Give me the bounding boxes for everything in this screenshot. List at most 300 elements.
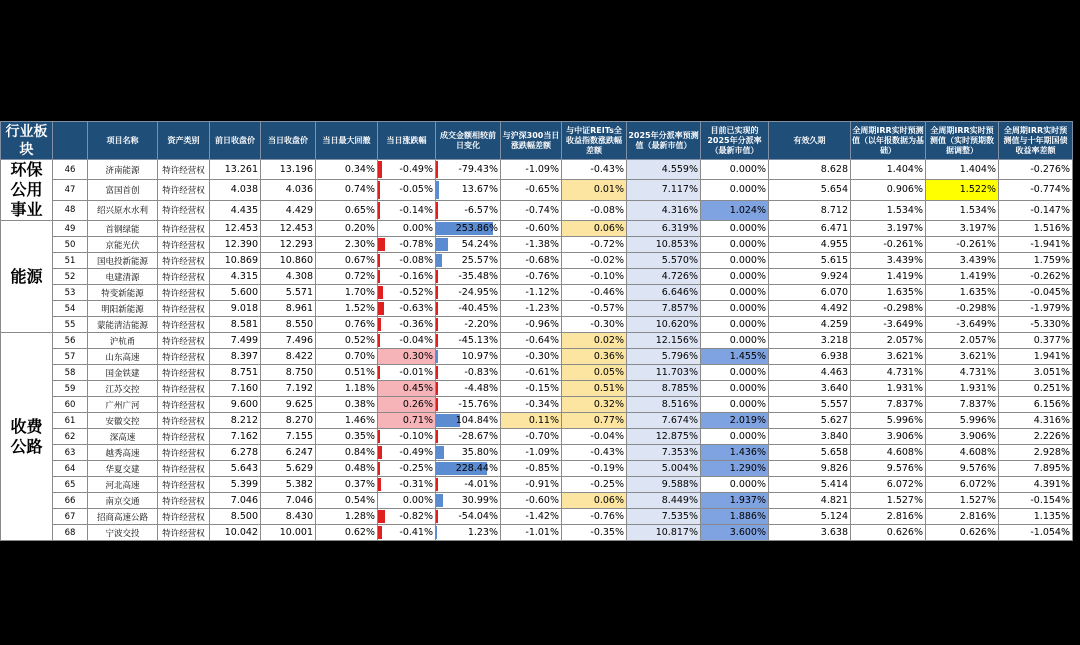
change-bar [378, 161, 382, 178]
volume-bar [436, 494, 443, 507]
asset-type: 特许经营权 [158, 200, 210, 220]
row-index: 57 [53, 349, 88, 365]
vs-reits-index: -0.35% [562, 525, 627, 541]
row-index: 48 [53, 200, 88, 220]
volume-bar [436, 254, 442, 267]
max-drawdown: 0.38% [316, 397, 378, 413]
row-index: 56 [53, 333, 88, 349]
max-drawdown: 2.30% [316, 237, 378, 253]
volume-bar [436, 238, 448, 251]
dist-realized: 0.000% [701, 333, 769, 349]
prev-close: 5.399 [210, 477, 261, 493]
table-row [1, 365, 1073, 381]
dist-forecast: 8.516% [627, 397, 701, 413]
asset-type: 特许经营权 [158, 317, 210, 333]
daily-change [378, 269, 436, 285]
irr-annual: 3.197% [851, 221, 926, 237]
volume-change [436, 180, 501, 200]
volume-change [436, 477, 501, 493]
cell-value: -2.20% [464, 319, 498, 330]
dist-realized: 0.000% [701, 365, 769, 381]
volume-change [436, 160, 501, 180]
irr-spread: 2.226% [999, 429, 1073, 445]
header-irr-adjusted: 全周期IRR实时预测值（实时预期数据调整） [926, 122, 999, 160]
row-index: 64 [53, 461, 88, 477]
close: 8.270 [261, 413, 316, 429]
project-name: 南京交通 [88, 493, 158, 509]
dist-forecast: 9.588% [627, 477, 701, 493]
daily-change [378, 237, 436, 253]
prev-close: 8.581 [210, 317, 261, 333]
dist-forecast: 5.796% [627, 349, 701, 365]
irr-spread: 1.516% [999, 221, 1073, 237]
volume-bar [436, 478, 438, 491]
daily-change [378, 397, 436, 413]
cell-value: -15.76% [458, 399, 498, 410]
duration: 3.218 [769, 333, 851, 349]
dist-realized: 1.886% [701, 509, 769, 525]
irr-annual: 9.576% [851, 461, 926, 477]
irr-annual: 2.057% [851, 333, 926, 349]
prev-close: 8.751 [210, 365, 261, 381]
asset-type: 特许经营权 [158, 493, 210, 509]
close: 4.308 [261, 269, 316, 285]
vs-hs300: -0.34% [501, 397, 562, 413]
table-row [1, 269, 1073, 285]
prev-close: 9.600 [210, 397, 261, 413]
daily-change [378, 333, 436, 349]
close: 8.550 [261, 317, 316, 333]
volume-bar [436, 318, 438, 331]
volume-change [436, 381, 501, 397]
asset-type: 特许经营权 [158, 237, 210, 253]
project-name: 河北高速 [88, 477, 158, 493]
daily-change [378, 525, 436, 541]
project-name: 招商高速公路 [88, 509, 158, 525]
row-index: 54 [53, 301, 88, 317]
irr-spread: -0.045% [999, 285, 1073, 301]
irr-annual: -0.261% [851, 237, 926, 253]
change-bar [378, 270, 380, 283]
vs-reits-index: 0.01% [562, 180, 627, 200]
daily-change [378, 461, 436, 477]
project-name: 深高速 [88, 429, 158, 445]
asset-type: 特许经营权 [158, 160, 210, 180]
cell-value: -79.43% [458, 164, 498, 176]
table-row [1, 413, 1073, 429]
asset-type: 特许经营权 [158, 269, 210, 285]
change-bar [378, 478, 381, 491]
duration: 6.938 [769, 349, 851, 365]
prev-close: 7.046 [210, 493, 261, 509]
irr-annual: 0.626% [851, 525, 926, 541]
close: 4.036 [261, 180, 316, 200]
vs-reits-index: -0.72% [562, 237, 627, 253]
max-drawdown: 1.52% [316, 301, 378, 317]
cell-value: -45.13% [458, 335, 498, 346]
dist-forecast: 7.535% [627, 509, 701, 525]
max-drawdown: 0.20% [316, 221, 378, 237]
cell-value: 1.23% [467, 527, 498, 538]
header-irr-spread: 全周期IRR实时预测值与十年期国债收益率差额 [999, 122, 1073, 160]
volume-bar [436, 270, 438, 283]
irr-spread: 0.377% [999, 333, 1073, 349]
max-drawdown: 0.65% [316, 200, 378, 220]
irr-spread: -5.330% [999, 317, 1073, 333]
change-bar [378, 334, 380, 347]
prev-close: 6.278 [210, 445, 261, 461]
cell-value: -4.48% [464, 383, 498, 394]
irr-adjusted: 0.626% [926, 525, 999, 541]
vs-reits-index: -0.02% [562, 253, 627, 269]
volume-bar [436, 350, 438, 363]
vs-reits-index: -0.19% [562, 461, 627, 477]
cell-value: -0.10% [399, 431, 433, 442]
daily-change [378, 365, 436, 381]
asset-type: 特许经营权 [158, 397, 210, 413]
prev-close: 4.435 [210, 200, 261, 220]
close: 6.247 [261, 445, 316, 461]
irr-adjusted: 1.419% [926, 269, 999, 285]
project-name: 济南能源 [88, 160, 158, 180]
change-bar [378, 286, 383, 299]
prev-close: 10.042 [210, 525, 261, 541]
project-name: 国金铁建 [88, 365, 158, 381]
asset-type: 特许经营权 [158, 221, 210, 237]
header-volume-change: 成交金额相较前日变化 [436, 122, 501, 160]
daily-change [378, 221, 436, 237]
close: 13.196 [261, 160, 316, 180]
irr-adjusted: 3.906% [926, 429, 999, 445]
irr-adjusted: 2.057% [926, 333, 999, 349]
cell-value: -28.67% [458, 431, 498, 442]
cell-value: -0.83% [464, 367, 498, 378]
prev-close: 12.390 [210, 237, 261, 253]
change-bar [378, 446, 382, 459]
max-drawdown: 0.35% [316, 429, 378, 445]
volume-change [436, 397, 501, 413]
close: 8.750 [261, 365, 316, 381]
vs-reits-index: -0.43% [562, 445, 627, 461]
irr-adjusted: 1.931% [926, 381, 999, 397]
vs-reits-index: 0.06% [562, 493, 627, 509]
irr-annual: 4.731% [851, 365, 926, 381]
change-bar [378, 238, 385, 251]
close: 4.429 [261, 200, 316, 220]
sector-label: 环保公用事业 [1, 160, 53, 221]
irr-adjusted: 2.816% [926, 509, 999, 525]
irr-spread: -1.054% [999, 525, 1073, 541]
cell-value: 30.99% [461, 495, 498, 506]
dist-forecast: 6.646% [627, 285, 701, 301]
cell-value: 54.24% [461, 239, 498, 250]
vs-hs300: -0.65% [501, 180, 562, 200]
cell-value: 0.00% [402, 495, 433, 506]
cell-value: 0.71% [402, 415, 433, 426]
prev-close: 10.869 [210, 253, 261, 269]
prev-close: 13.261 [210, 160, 261, 180]
cell-value: 228.44% [455, 463, 498, 474]
dist-realized: 0.000% [701, 253, 769, 269]
asset-type: 特许经营权 [158, 180, 210, 200]
dist-realized: 0.000% [701, 381, 769, 397]
table-row [1, 381, 1073, 397]
daily-change [378, 477, 436, 493]
irr-adjusted: 4.608% [926, 445, 999, 461]
dist-forecast: 4.316% [627, 200, 701, 220]
volume-change [436, 237, 501, 253]
duration: 8.712 [769, 200, 851, 220]
table-row [1, 180, 1073, 200]
cell-value: -0.78% [399, 239, 433, 250]
vs-reits-index: 0.05% [562, 365, 627, 381]
max-drawdown: 0.76% [316, 317, 378, 333]
table-row [1, 253, 1073, 269]
row-index: 60 [53, 397, 88, 413]
close: 10.860 [261, 253, 316, 269]
row-index: 47 [53, 180, 88, 200]
irr-annual: 3.906% [851, 429, 926, 445]
close: 12.293 [261, 237, 316, 253]
close: 5.571 [261, 285, 316, 301]
irr-adjusted: 4.731% [926, 365, 999, 381]
vs-hs300: -0.68% [501, 253, 562, 269]
table-row [1, 429, 1073, 445]
project-name: 绍兴原水水利 [88, 200, 158, 220]
duration: 5.658 [769, 445, 851, 461]
irr-spread: 2.928% [999, 445, 1073, 461]
duration: 5.615 [769, 253, 851, 269]
volume-change [436, 509, 501, 525]
irr-spread: -0.262% [999, 269, 1073, 285]
dist-realized: 0.000% [701, 180, 769, 200]
cell-value: 25.57% [461, 255, 498, 266]
cell-value: -0.36% [399, 319, 433, 330]
daily-change [378, 349, 436, 365]
irr-adjusted: 1.522% [926, 180, 999, 200]
vs-hs300: -0.30% [501, 349, 562, 365]
vs-reits-index: -0.43% [562, 160, 627, 180]
header-duration: 有效久期 [769, 122, 851, 160]
row-index: 62 [53, 429, 88, 445]
header-vs-hs300: 与沪深300当日涨跌幅差额 [501, 122, 562, 160]
daily-change [378, 301, 436, 317]
dist-forecast: 7.353% [627, 445, 701, 461]
asset-type: 特许经营权 [158, 461, 210, 477]
irr-adjusted: 3.197% [926, 221, 999, 237]
asset-type: 特许经营权 [158, 445, 210, 461]
daily-change [378, 509, 436, 525]
vs-hs300: -0.15% [501, 381, 562, 397]
header-max-drawdown: 当日最大回撤 [316, 122, 378, 160]
irr-annual: 3.621% [851, 349, 926, 365]
table-row [1, 397, 1073, 413]
dist-realized: 1.455% [701, 349, 769, 365]
daily-change [378, 445, 436, 461]
cell-value: 0.26% [402, 399, 433, 410]
header-irr-annual: 全周期IRR实时预测值（以年报数据为基础） [851, 122, 926, 160]
close: 10.001 [261, 525, 316, 541]
vs-reits-index: 0.51% [562, 381, 627, 397]
change-bar [378, 510, 385, 523]
vs-reits-index: -0.10% [562, 269, 627, 285]
dist-realized: 0.000% [701, 301, 769, 317]
asset-type: 特许经营权 [158, 509, 210, 525]
volume-bar [436, 446, 444, 459]
irr-annual: 4.608% [851, 445, 926, 461]
cell-value: -35.48% [458, 271, 498, 282]
daily-change [378, 200, 436, 220]
vs-reits-index: -0.30% [562, 317, 627, 333]
max-drawdown: 1.70% [316, 285, 378, 301]
dist-realized: 0.000% [701, 397, 769, 413]
max-drawdown: 1.28% [316, 509, 378, 525]
daily-change [378, 429, 436, 445]
volume-change [436, 525, 501, 541]
table-row [1, 200, 1073, 220]
dist-realized: 1.290% [701, 461, 769, 477]
daily-change [378, 285, 436, 301]
dist-realized: 0.000% [701, 285, 769, 301]
irr-spread: -1.941% [999, 237, 1073, 253]
dist-forecast: 12.875% [627, 429, 701, 445]
volume-bar [436, 382, 438, 395]
cell-value: 13.67% [461, 184, 498, 196]
project-name: 江苏交控 [88, 381, 158, 397]
cell-value: 104.84% [455, 415, 498, 426]
irr-annual: 3.439% [851, 253, 926, 269]
header-vs-reits-index: 与中证REITs全收益指数涨跌幅差额 [562, 122, 627, 160]
project-name: 国电投新能源 [88, 253, 158, 269]
duration: 5.414 [769, 477, 851, 493]
table-row [1, 509, 1073, 525]
vs-hs300: -0.85% [501, 461, 562, 477]
vs-reits-index: -0.57% [562, 301, 627, 317]
dist-forecast: 5.004% [627, 461, 701, 477]
change-bar [378, 366, 380, 379]
prev-close: 8.397 [210, 349, 261, 365]
asset-type: 特许经营权 [158, 429, 210, 445]
cell-value: 10.97% [461, 351, 498, 362]
irr-adjusted: 3.439% [926, 253, 999, 269]
volume-change [436, 200, 501, 220]
prev-close: 8.500 [210, 509, 261, 525]
prev-close: 4.038 [210, 180, 261, 200]
dist-forecast: 10.817% [627, 525, 701, 541]
vs-reits-index: 0.36% [562, 349, 627, 365]
asset-type: 特许经营权 [158, 381, 210, 397]
table-row [1, 525, 1073, 541]
project-name: 越秀高速 [88, 445, 158, 461]
close: 7.496 [261, 333, 316, 349]
row-index: 52 [53, 269, 88, 285]
dist-forecast: 6.319% [627, 221, 701, 237]
irr-spread: 7.895% [999, 461, 1073, 477]
cell-value: -0.49% [399, 164, 433, 176]
table-row [1, 461, 1073, 477]
vs-hs300: -0.76% [501, 269, 562, 285]
dist-realized: 0.000% [701, 269, 769, 285]
project-name: 宁波交投 [88, 525, 158, 541]
max-drawdown: 1.18% [316, 381, 378, 397]
close: 7.192 [261, 381, 316, 397]
project-name: 广州广河 [88, 397, 158, 413]
dist-forecast: 7.117% [627, 180, 701, 200]
max-drawdown: 0.70% [316, 349, 378, 365]
asset-type: 特许经营权 [158, 253, 210, 269]
daily-change [378, 160, 436, 180]
reits-data-table [0, 121, 1073, 541]
irr-adjusted: -0.261% [926, 237, 999, 253]
cell-value: 0.00% [402, 223, 433, 234]
asset-type: 特许经营权 [158, 333, 210, 349]
irr-annual: -0.298% [851, 301, 926, 317]
project-name: 首钢绿能 [88, 221, 158, 237]
irr-annual: 1.527% [851, 493, 926, 509]
volume-bar [436, 510, 438, 523]
vs-reits-index: -0.25% [562, 477, 627, 493]
irr-adjusted: 1.404% [926, 160, 999, 180]
vs-hs300: -0.60% [501, 221, 562, 237]
irr-spread: 1.135% [999, 509, 1073, 525]
table-row [1, 301, 1073, 317]
dist-realized: 2.019% [701, 413, 769, 429]
row-index: 46 [53, 160, 88, 180]
sector-label: 收费公路 [1, 333, 53, 541]
project-name: 京能光伏 [88, 237, 158, 253]
irr-adjusted: 1.635% [926, 285, 999, 301]
project-name: 明阳新能源 [88, 301, 158, 317]
vs-reits-index: -0.46% [562, 285, 627, 301]
max-drawdown: 0.34% [316, 160, 378, 180]
change-bar [378, 181, 380, 198]
cell-value: -0.14% [399, 204, 433, 216]
irr-annual: 1.931% [851, 381, 926, 397]
irr-annual: 1.419% [851, 269, 926, 285]
close: 7.046 [261, 493, 316, 509]
irr-annual: 1.404% [851, 160, 926, 180]
irr-spread: -0.276% [999, 160, 1073, 180]
irr-spread: 1.759% [999, 253, 1073, 269]
vs-hs300: -0.96% [501, 317, 562, 333]
row-index: 50 [53, 237, 88, 253]
change-bar [378, 526, 382, 539]
cell-value: -0.49% [399, 447, 433, 458]
change-bar [378, 254, 380, 267]
dist-forecast: 4.726% [627, 269, 701, 285]
irr-annual: 7.837% [851, 397, 926, 413]
vs-hs300: -1.01% [501, 525, 562, 541]
vs-hs300: -1.23% [501, 301, 562, 317]
volume-bar [436, 334, 438, 347]
dist-realized: 0.000% [701, 477, 769, 493]
project-name: 安徽交控 [88, 413, 158, 429]
volume-change [436, 221, 501, 237]
prev-close: 7.162 [210, 429, 261, 445]
row-index: 65 [53, 477, 88, 493]
duration: 4.492 [769, 301, 851, 317]
header-asset-type: 资产类别 [158, 122, 210, 160]
row-index: 66 [53, 493, 88, 509]
max-drawdown: 0.52% [316, 333, 378, 349]
vs-hs300: -1.09% [501, 160, 562, 180]
asset-type: 特许经营权 [158, 349, 210, 365]
volume-change [436, 349, 501, 365]
irr-annual: 1.534% [851, 200, 926, 220]
max-drawdown: 1.46% [316, 413, 378, 429]
irr-spread: 3.051% [999, 365, 1073, 381]
max-drawdown: 0.84% [316, 445, 378, 461]
